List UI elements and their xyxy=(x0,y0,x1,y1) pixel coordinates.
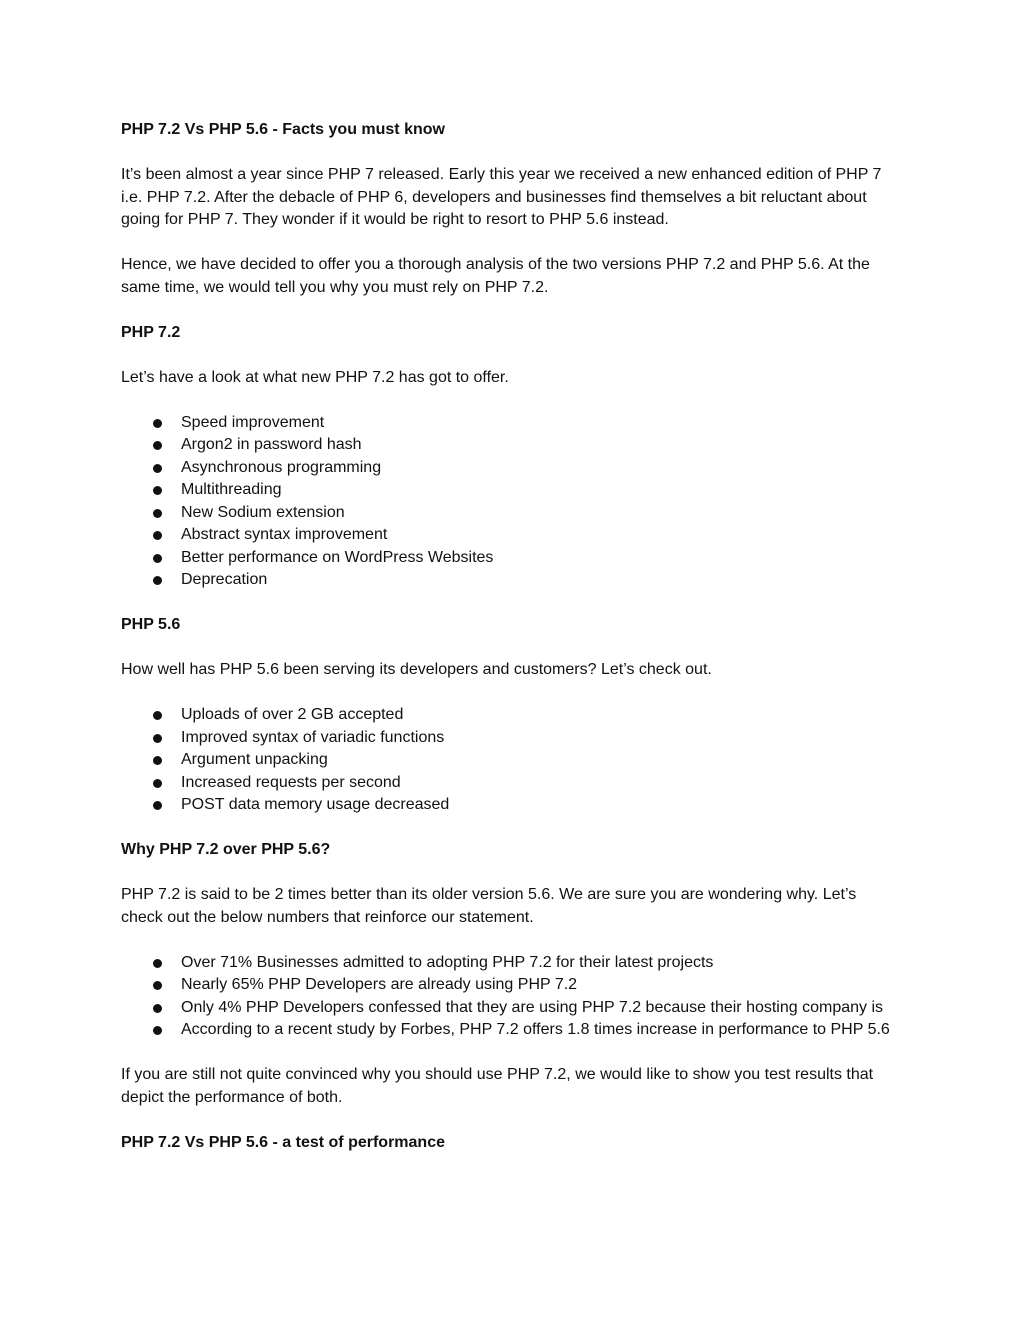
list-item: New Sodium extension xyxy=(181,502,901,525)
bullet-icon xyxy=(153,419,162,428)
list-item: Only 4% PHP Developers confessed that they are using PHP 7.2 because their hosting company is xyxy=(181,997,901,1020)
intro-paragraph: Hence, we have decided to offer you a thorough analysis of the two versions PHP 7.2 and PHP 5.6. At the same time, we would tell you why you must rely on PHP 7.2. xyxy=(121,256,870,296)
list-item: Increased requests per second xyxy=(181,772,901,795)
list-item: Improved syntax of variadic functions xyxy=(181,727,901,750)
section-intro-php72: Let’s have a look at what new PHP 7.2 has got to offer. xyxy=(121,368,509,386)
bullet-icon xyxy=(153,441,162,450)
list-item: Speed improvement xyxy=(181,412,901,435)
section-intro-why: PHP 7.2 is said to be 2 times better than its older version 5.6. We are sure you are wondering why. Let’s check out the below numbers that reinforce our statement. xyxy=(121,886,857,926)
list-item: Nearly 65% PHP Developers are already using PHP 7.2 xyxy=(181,974,901,997)
section-heading-php56: PHP 5.6 xyxy=(121,616,181,633)
bullet-icon xyxy=(153,509,162,518)
list-item: Deprecation xyxy=(181,569,901,592)
stats-list xyxy=(121,952,901,1042)
list-item: Asynchronous programming xyxy=(181,457,901,480)
bullet-icon xyxy=(153,959,162,968)
list-item: Argument unpacking xyxy=(181,749,901,772)
section-heading-why: Why PHP 7.2 over PHP 5.6? xyxy=(121,841,331,858)
bullet-icon xyxy=(153,779,162,788)
list-item: Uploads of over 2 GB accepted xyxy=(181,704,901,727)
list-item: Abstract syntax improvement xyxy=(181,524,901,547)
list-item: Over 71% Businesses admitted to adopting PHP 7.2 for their latest projects xyxy=(181,952,901,975)
list-item: Argon2 in password hash xyxy=(181,434,901,457)
bullet-icon xyxy=(153,734,162,743)
bullet-icon xyxy=(153,756,162,765)
list-item: According to a recent study by Forbes, PHP 7.2 offers 1.8 times increase in performance to PHP 5.6 xyxy=(181,1019,901,1042)
closing-paragraph: If you are still not quite convinced why you should use PHP 7.2, we would like to show you test results that depict the performance of both. xyxy=(121,1066,874,1106)
document-title: PHP 7.2 Vs PHP 5.6 - Facts you must know xyxy=(121,121,445,138)
bullet-icon xyxy=(153,531,162,540)
bullet-icon xyxy=(153,1026,162,1035)
bullet-icon xyxy=(153,981,162,990)
intro-paragraph: It’s been almost a year since PHP 7 released. Early this year we received a new enhanced edition of PHP 7 i.e. PHP 7.2. After the debacle of PHP 6, developers and businesses find themselves a bit reluctant about going for PHP 7. They wonder if it would be right to resort to PHP 5.6 instead. xyxy=(121,166,882,228)
bullet-icon xyxy=(153,554,162,563)
bullet-icon xyxy=(153,801,162,810)
bullet-icon xyxy=(153,464,162,473)
bullet-icon xyxy=(153,486,162,495)
section-heading-php72: PHP 7.2 xyxy=(121,323,181,341)
feature-list-php56 xyxy=(121,704,901,817)
list-item: Multithreading xyxy=(181,479,901,502)
bullet-icon xyxy=(153,711,162,720)
section-intro-php56: How well has PHP 5.6 been serving its developers and customers? Let’s check out. xyxy=(121,661,712,678)
list-item: POST data memory usage decreased xyxy=(181,794,901,817)
bullet-icon xyxy=(153,576,162,585)
section-heading-test: PHP 7.2 Vs PHP 5.6 - a test of performance xyxy=(121,1133,445,1151)
document-page xyxy=(121,119,901,1177)
list-item: Better performance on WordPress Websites xyxy=(181,547,901,570)
bullet-icon xyxy=(153,1004,162,1013)
feature-list-php72 xyxy=(121,412,901,592)
